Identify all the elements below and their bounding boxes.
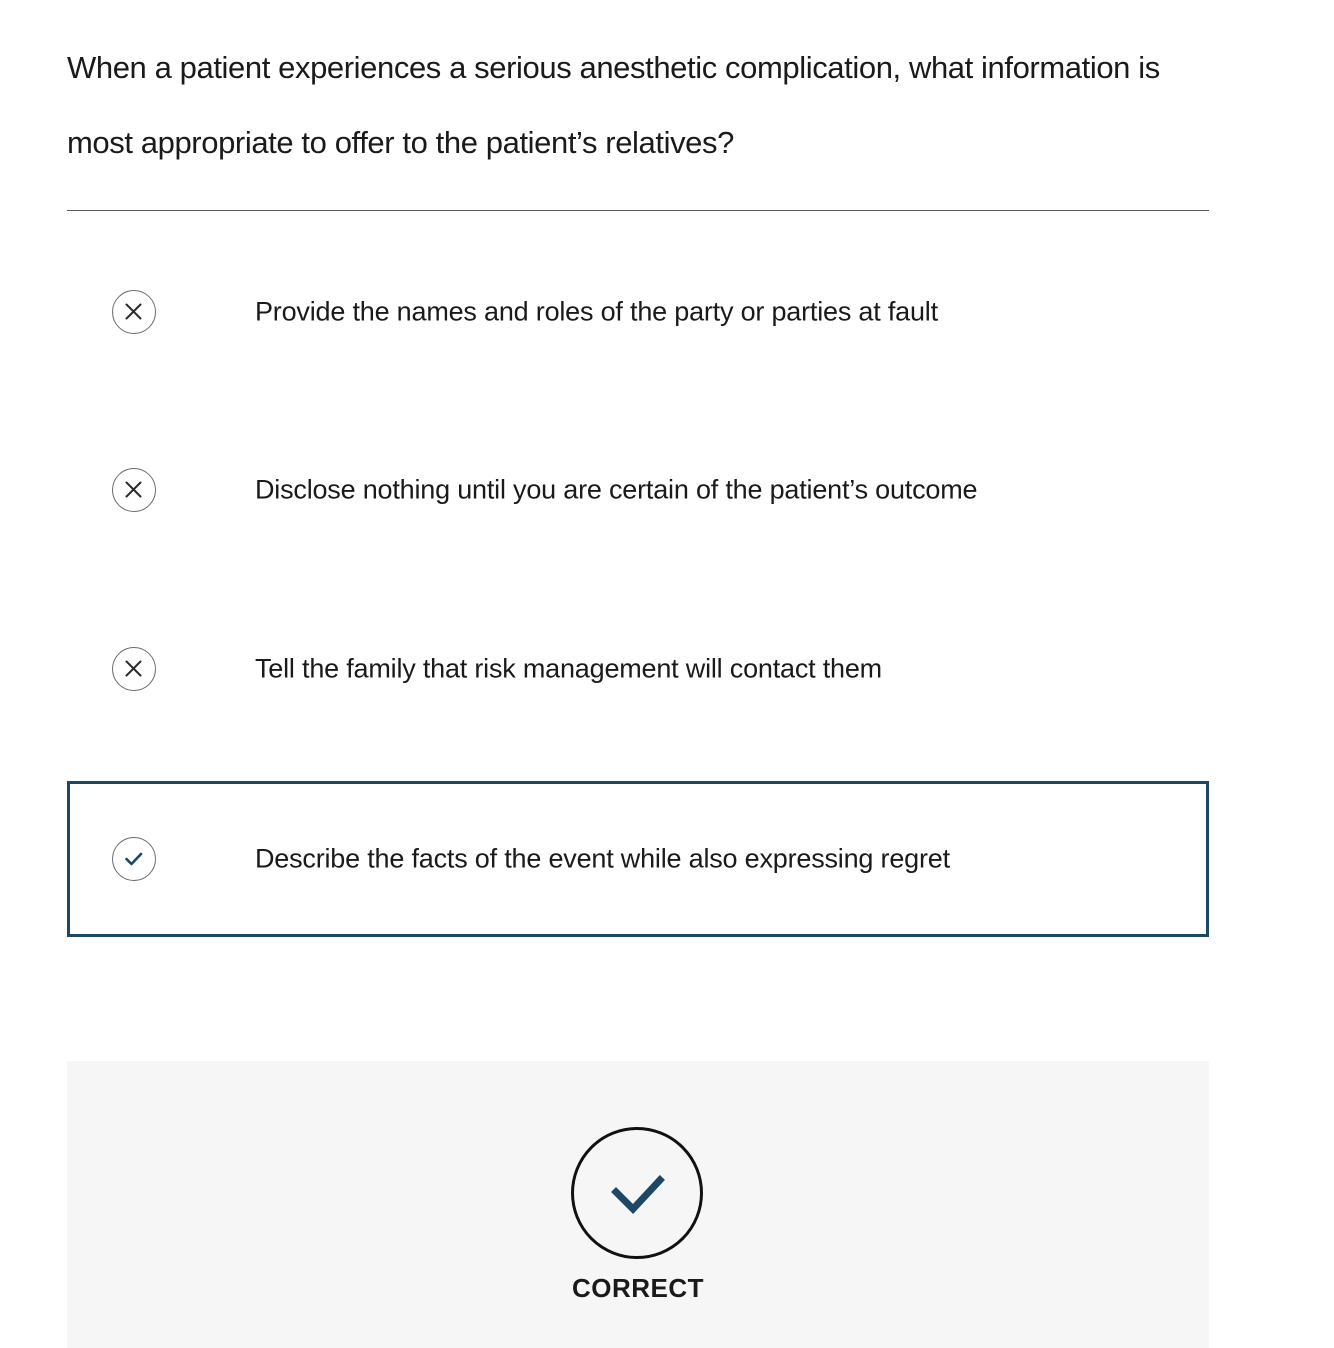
- question-text: When a patient experiences a serious anesthetic complication, what information is most appropriate to offer to the patient’s relatives?: [67, 50, 1160, 160]
- answer-option-label: Describe the facts of the event while also expressing regret: [255, 843, 950, 874]
- answer-option-label: Provide the names and roles of the party or parties at fault: [255, 296, 938, 327]
- answer-option-1[interactable]: [67, 234, 1209, 390]
- x-icon: [112, 647, 156, 691]
- x-icon: [112, 290, 156, 334]
- answer-option-label: Disclose nothing until you are certain of the patient’s outcome: [255, 474, 978, 505]
- answer-option-3[interactable]: [67, 591, 1209, 747]
- x-icon: [112, 468, 156, 512]
- answer-option-label: Tell the family that risk management will contact them: [255, 653, 882, 684]
- feedback-panel: [67, 1061, 1209, 1348]
- result-label: CORRECT: [571, 1273, 705, 1303]
- check-icon: [112, 837, 156, 881]
- answer-option-4-selected[interactable]: [67, 781, 1209, 937]
- correct-check-icon: [571, 1127, 703, 1259]
- question-divider: [67, 210, 1209, 211]
- answer-option-2[interactable]: [67, 412, 1209, 568]
